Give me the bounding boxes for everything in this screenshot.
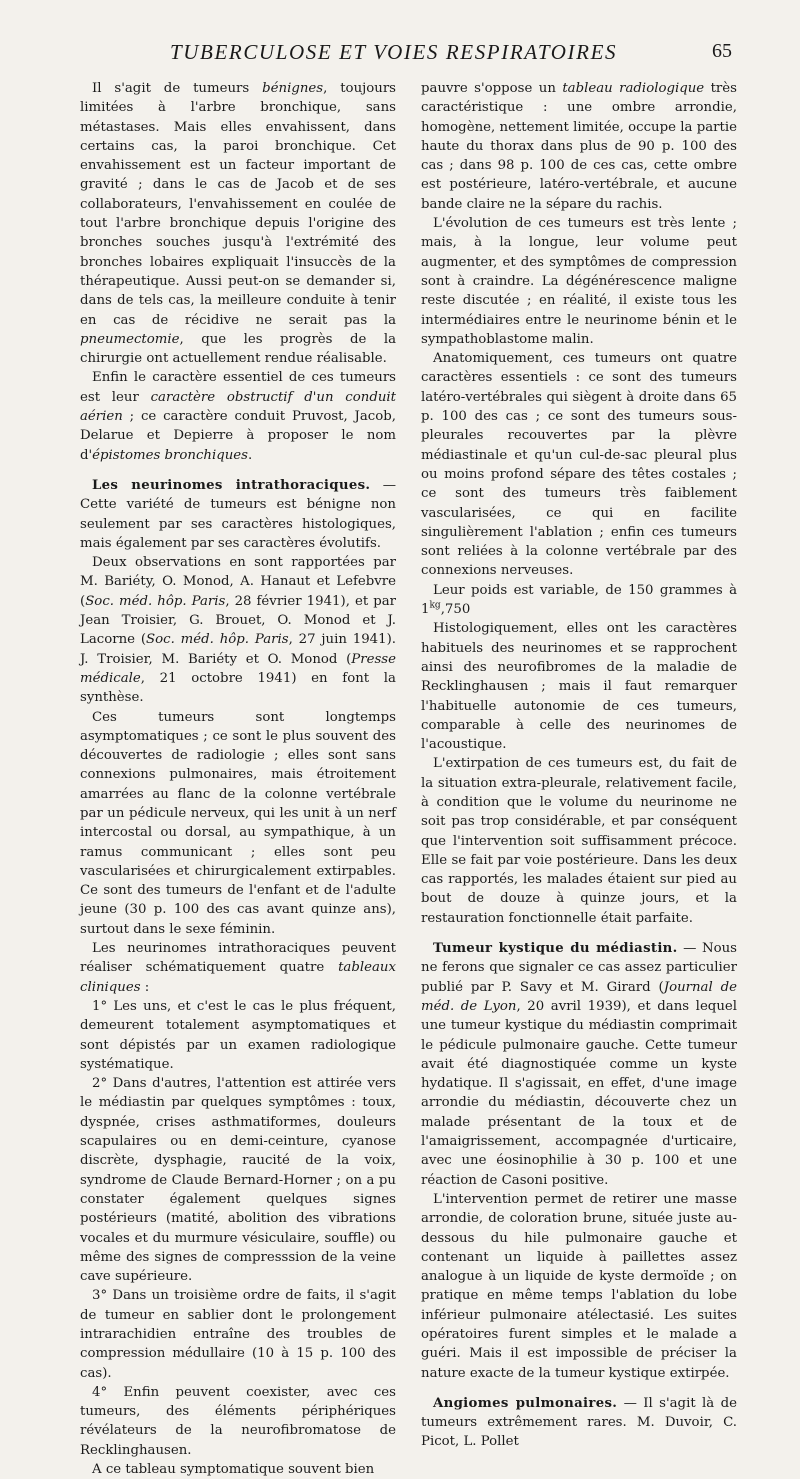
right-column [421, 79, 738, 1450]
paragraph: L'évolution de ces tumeurs est très lente ; mais, à la longue, leur volume peut augmenter, et des symptômes de compression sont à craindre. La dégénérescence maligne reste discutée ; en réalité, il existe tous les intermédiaires entre le neurinome bénin et le sympathoblastome malin. [421, 216, 737, 347]
section-neurinomes: Les neurinomes intrathoraciques. — Cette variété de tumeurs est bénigne non seulement par ses caractères histologiques, mais également par ses caractères évolutifs. [80, 477, 396, 551]
list-item: 1° Les uns, et c'est le cas le plus fréquent, demeurent totalement asymptomatiques et sont dépistés par un examen radiologique systématique. [80, 998, 396, 1072]
paragraph: Il s'agit de tumeurs bénignes, toujours limitées à l'arbre bronchique, sans métastases. Mais elles envahissent, dans certains cas, la paroi bronchique. Cet envahissement est un facteur important de gravité ; dans le cas de Jacob et de ses collaborateurs, l'envahissement en coulée de tout l'arbre bronchique depuis l'origine des bronches souches jusqu'à l'extrémité des bronches lobaires expliquait l'insuccès de la thérapeutique. Aussi peut-on se demander si, dans de tels cas, la meilleure conduite à tenir en cas de récidive ne serait pas la pneumectomie, que les progrès de la chirurgie ont actuellement rendue réalisable. [80, 81, 397, 367]
page-number: 65 [712, 40, 732, 62]
paragraph: pauvre s'oppose un tableau radiologique très caractéristique : une ombre arrondie, homogène, nettement limitée, occupe la partie haute du thorax dans plus de 90 p. 100 des cas ; dans 98 p. 100 de ces cas, cette ombre est postérieure, latéro-vertébrale, et aucune bande claire ne la sépare du rachis. [421, 81, 737, 212]
list-item: 3° Dans un troisième ordre de faits, il s'agit de tumeur en sablier dont le prolongement intrarachidien entraîne des troubles de compression médullaire (10 à 15 p. 100 des cas). [80, 1288, 396, 1381]
paragraph: A ce tableau symptomatique souvent bien [92, 1462, 375, 1478]
paragraph: Anatomiquement, ces tumeurs ont quatre caractères essentiels : ce sont des tumeurs latéro-vertébrales qui siègent à droite dans 65 p. 100 des cas ; ce sont des tumeurs sous-pleurales recouvertes par la plèvre médiastinale et qu'un cul-de-sac pleural plus ou moins profond sépare des têtes costales ; ce sont des tumeurs très faiblement vascularisées, ce qui en facilite singulièrement l'ablation ; enfin ces tumeurs sont reliées à la colonne vertébrale par des connexions nerveuses. [421, 351, 737, 579]
page-header [0, 40, 800, 80]
left-column [80, 79, 397, 1478]
text-columns [80, 79, 738, 1478]
paragraph: Leur poids est variable, de 150 grammes à $1^{kg},750$ [421, 582, 737, 618]
list-item: 2° Dans d'autres, l'attention est attirée vers le médiastin par quelques symptômes : toux, dyspnée, crises asthmatiformes, douleurs scapulaires ou en demi-ceinture, cyanose discrète, dysphagie, raucité de la voix, syndrome de Claude Bernard-Horner ; on a pu constater également quelques signes postérieurs (matité, abolition des vibrations vocales et du murmure vésiculaire, souffle) ou même des signes de compresssion de la veine cave supérieure. [80, 1076, 396, 1285]
paragraph: Ces tumeurs sont longtemps asymptomatiques ; ce sont le plus souvent des découvertes de radiologie ; elles sont sans connexions pulmonaires, mais étroitement amarrées au flanc de la colonne vertébrale par un pédicule nerveux, qui les unit à un nerf intercostal ou dorsal, au sympathique, à un ramus communicant ; elles sont peu vascularisées et chirurgicalement extirpables. Ce sont des tumeurs de l'enfant et de l'adulte jeune (30 p. 100 des cas avant quinze ans), surtout dans le sexe féminin. [80, 709, 396, 937]
list-item: 4° Enfin peuvent coexister, avec ces tumeurs, des éléments périphériques révélateurs de la neurofibromatose de Recklinghausen. [80, 1384, 396, 1458]
section-tumeur-kystique: Tumeur kystique du médiastin. — Nous ne ferons que signaler ce cas assez particulier publié par P. Savy et M. Girard (Journal de méd. de Lyon, 20 avril 1939), et dans lequel une tumeur kystique du médiastin comprimait le pédicule pulmonaire gauche. Cette tumeur avait été diagnostiquée comme un kyste hydatique. Il s'agissait, en effet, d'une image arrondie du médiastin, découverte chez un malade présentant de la toux et de l'amaigrissement, accompagnée d'urticaire, avec une éosinophilie à 30 p. 100 et une réaction de Casoni positive. [421, 941, 738, 1188]
section-title: Angiomes pulmonaires. [433, 1395, 618, 1411]
paragraph: Enfin le caractère essentiel de ces tumeurs est leur caractère obstructif d'un conduit aérien ; ce caractère conduit Pruvost, Jacob, Delarue et Depierre à proposer le nom d'épistomes bronchiques. [80, 370, 396, 463]
paragraph: Les neurinomes intrathoraciques peuvent réaliser schématiquement quatre tableaux cliniques : [80, 941, 396, 995]
paragraph: L'extirpation de ces tumeurs est, du fait de la situation extra-pleurale, relativement facile, à condition que le volume du neurinome ne soit pas trop considérable, et par conséquent que l'intervention soit suffisamment précoce. Elle se fait par voie postérieure. Dans les deux cas rapportés, les malades étaient sur pied au bout de douze à quinze jours, et la restauration fonctionnelle était parfaite. [421, 756, 737, 926]
paragraph: L'intervention permet de retirer une masse arrondie, de coloration brune, située juste au-dessous du hile pulmonaire gauche et contenant un liquide à paillettes assez analogue à un liquide de kyste dermoïde ; on pratique en même temps l'ablation du lobe inférieur pulmonaire atélectasié. Les suites opératoires furent simples et le malade a guéri. Mais il est impossible de préciser la nature exacte de la tumeur kystique extirpée. [421, 1191, 737, 1381]
section-title: Les neurinomes intrathoraciques. [92, 477, 371, 493]
running-title: TUBERCULOSE ET VOIES RESPIRATOIRES [170, 40, 618, 64]
paragraph: Histologiquement, elles ont les caractères habituels des neurinomes et se rapprochent ainsi des neurofibromes de la maladie de Recklinghausen ; mais il faut remarquer l'habituelle autonomie de ces tumeurs, comparable à celle des neurinomes de l'acoustique. [421, 621, 737, 753]
section-title: Tumeur kystique du médiastin. [433, 941, 678, 957]
section-angiomes: Angiomes pulmonaires. — Il s'agit là de tumeurs extrêmement rares. M. Duvoir, C. Picot, L. Pollet [421, 1395, 737, 1450]
paragraph: Deux observations en sont rapportées par M. Bariéty, O. Monod, A. Hanaut et Lefebvre (Soc. méd. hôp. Paris, 28 février 1941), et par Jean Troisier, G. Brouet, O. Monod et J. Lacorne (Soc. méd. hôp. Paris, 27 juin 1941). J. Troisier, M. Bariéty et O. Monod (Presse médicale, 21 octobre 1941) en font la synthèse. [80, 555, 396, 706]
